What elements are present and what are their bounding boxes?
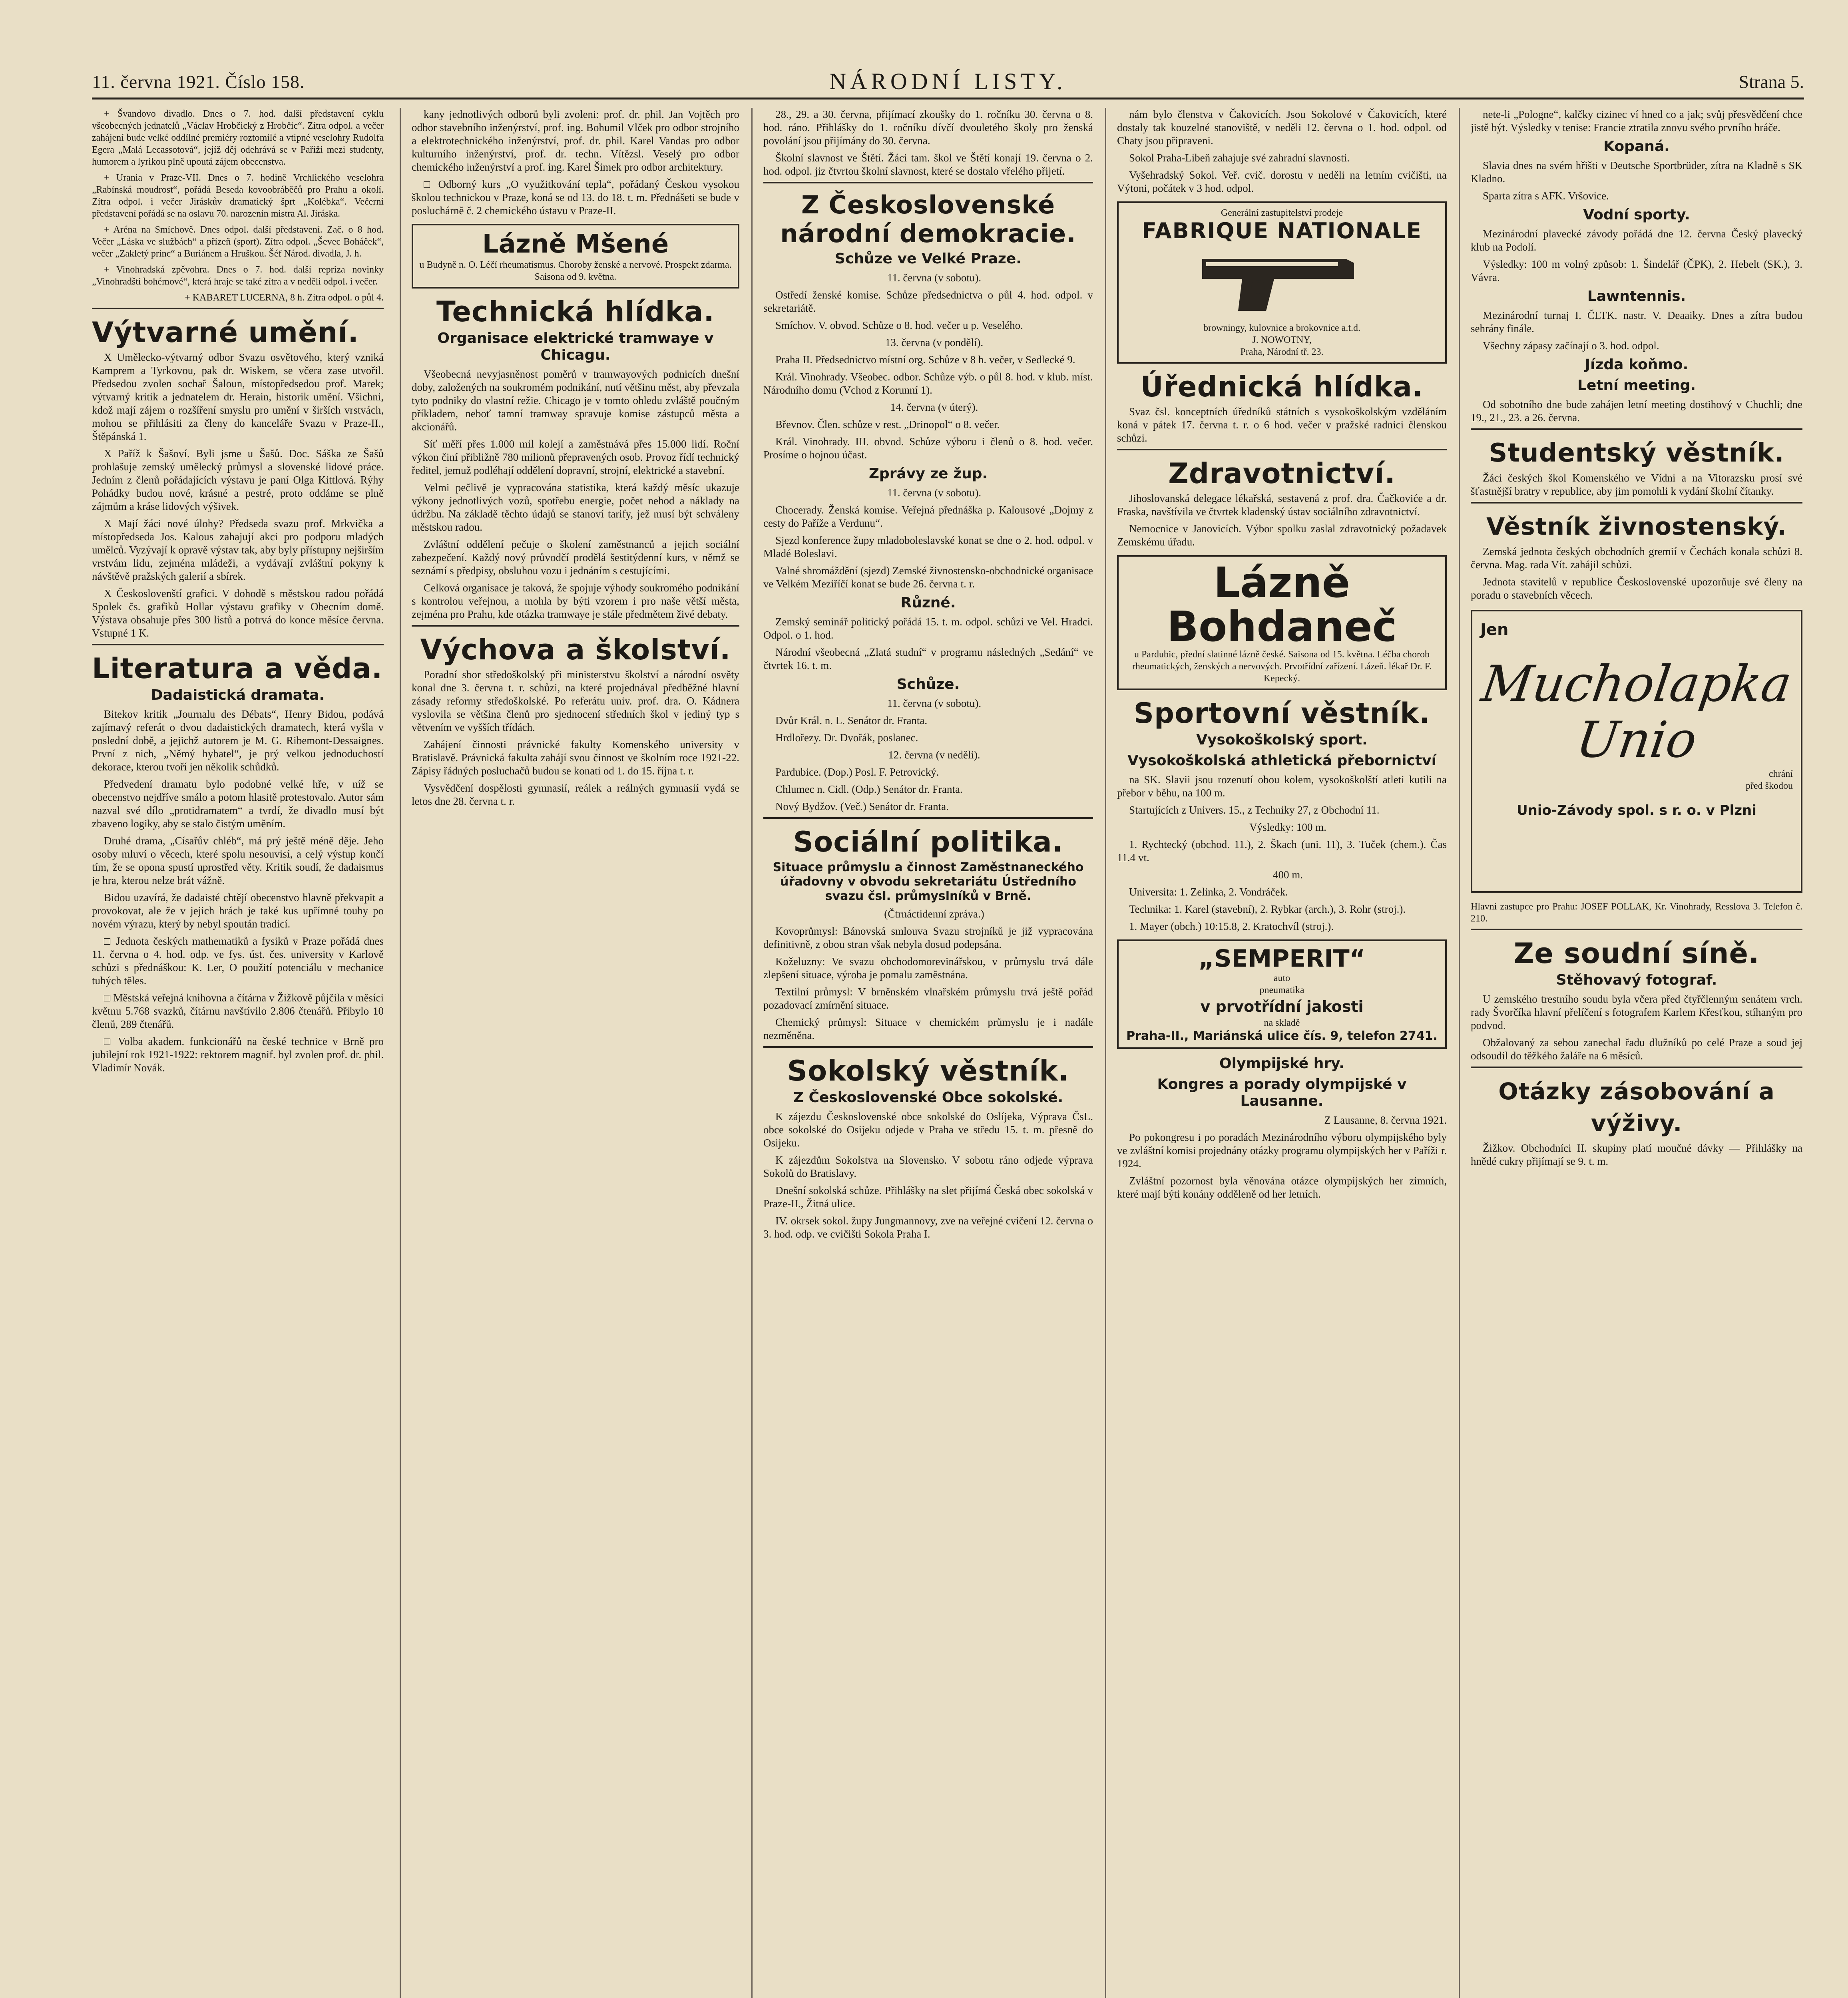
section-title-officials: Úřednická hlídka. bbox=[1140, 370, 1424, 403]
news-note: □ Jednota českých mathematiků a fysiků v Praze pořádá dnes 11. června o 4. hod. odp. ve fys. úst. čes. university v Karlově schůzi s přednáškou: K. Ler, O použití potenciálu v mechanice tuhých těles. bbox=[92, 935, 384, 987]
article-paragraph: Po pokongresu i po poradách Mezinárodního výboru olympijského byly ve zvláštní komisi projednány otázky programu olympijských her v Paříži r. 1924. bbox=[1117, 1131, 1447, 1170]
schedule-line: Valné shromáždění (sjezd) Zemské živnostensko-obchodnické organisace ve Velkém Meziříčí konat se bude 26. června t. r. bbox=[763, 565, 1093, 590]
article-paragraph: Zahájení činnosti právnické fakulty Komenského university v Bratislavě. Právnická fakulta zahájí svou činnost ve školním roce 1921-22. Zápisy řádných posluchačů budou se konati od 1. do 15. října t. r. bbox=[412, 738, 739, 777]
column-3 bbox=[763, 108, 1093, 1998]
theatre-notes bbox=[92, 108, 384, 304]
article-paragraph: Koželuzny: Ve svazu obchodomorevinářskou, v průmyslu trvá dále zlepšení situace, výroba je pomalu zaměstnána. bbox=[763, 955, 1093, 981]
article-subtitle: Jízda koňmo. bbox=[1585, 356, 1689, 373]
section-title-literature: Literatura a věda. bbox=[92, 652, 383, 685]
article-subtitle: Vodní sporty. bbox=[1583, 207, 1690, 223]
article-subtitle: Lawntennis. bbox=[1587, 288, 1686, 304]
article-paragraph: Obžalovaný za sebou zanechal řadu dlužníků po celé Praze a soud jej odsoudil do těžkého žaláře na 6 měsíců. bbox=[1471, 1037, 1802, 1062]
article-paragraph: K zájezdům Sokolstva na Slovensko. V sobotu ráno odjede výprava Sokolů do Bratislavy. bbox=[763, 1154, 1093, 1179]
advertisement-semperit bbox=[1117, 939, 1447, 1049]
section-title-sokol: Sokolský věstník. bbox=[787, 1055, 1069, 1087]
issue-date: 11. června 1921. Číslo 158. bbox=[92, 72, 305, 92]
schedule-line: 11. června (v sobotu). bbox=[887, 272, 982, 284]
article-paragraph: X Mají žáci nové úlohy? Předseda svazu prof. Mrkvička a místopředseda Jos. Kalous zahajují akci pro podporu mladých umělců. Vyzývají k opravě výstav tak, aby byly přístupny nejširším vrstvám lidu, zejména mládeži, a vydávají zvláštní pokyny k návštěvě pražských galerií a sbírek. bbox=[92, 517, 384, 582]
article-subtitle: Schůze ve Velké Praze. bbox=[835, 251, 1022, 267]
article-paragraph: Bitekov kritik „Journalu des Débats“, Henry Bidou, podává zajímavý referát o dvou dadaistických dramatech, která vyšla v poslední době, a jejichž autorem je M. G. Ribemont-Dessaignes. První z nich, „Němý hybatel“, je prý velkou jednoduchostí dekorace, kterou tvoří jen několik schůdků. bbox=[92, 708, 384, 773]
article-paragraph: Bidou uzavírá, že dadaisté chtějí obecenstvo hlavně překvapit a provokovat, ale že v jejich hrách je také kus upřímné touhy po novém výrazu, který by nebyl spoután tradicí. bbox=[92, 892, 384, 930]
schedule-line: Sjezd konference župy mladoboleslavské konat se dne o 2. hod. odpol. v Mladé Boleslavi. bbox=[763, 534, 1093, 559]
section-title-students: Studentský věstník. bbox=[1489, 438, 1784, 468]
article-paragraph: Všeobecná nevyjasněnost poměrů v tramwayových podnicích dnešní doby, založených na soukromém podnikání, nutí většinu měst, aby převzala tyto podniky do vlastní režie. Chicago je v tomto ohledu zvláště poučným příkladem, neboť tamní tramway spravuje komise zástupců města a akcionářů. bbox=[412, 368, 739, 433]
article-paragraph: Od sobotního dne bude zahájen letní meeting dostihový v Chuchli; dne 19., 21., 23. a 26. června. bbox=[1471, 398, 1802, 424]
advertisement-spa-bohdanec bbox=[1117, 555, 1447, 690]
column-1 bbox=[92, 108, 384, 1998]
schedule-line: Smíchov. V. obvod. Schůze o 8. hod. večer u p. Veselého. bbox=[775, 319, 1023, 331]
article-paragraph: X Umělecko-výtvarný odbor Svazu osvětového, který vzniká Kamprem a Tyrkovou, pak dr. Wiskem, se včera zase utvořil. Předsedou zvolen sochař Šaloun, místopředsedou prof. Marek; výtvarný kritik a jednatelem dr. Herain, historik umění. Všichni, kdož mají zájem o rozšíření smyslu pro umění v širších vrstvách, mohou se přihlásiti za členy do kanceláře Svazu v Praze-II., Štěpánská 1. bbox=[92, 351, 384, 442]
result-line: Universita: 1. Zelinka, 2. Vondráček. bbox=[1129, 886, 1288, 898]
schedule-line: Pardubice. (Dop.) Posl. F. Petrovický. bbox=[775, 766, 939, 778]
article-subtitle: Vysokoškolský sport. bbox=[1196, 732, 1368, 748]
schedule-line: 13. června (v pondělí). bbox=[885, 336, 984, 348]
ad-text: u Pardubic, přední slatinné lázně české. Saisona od 15. května. Léčba chorob rheumatických, ženských a nervových. Prvotřídní zařízení. Lázeň. lékař Dr. F. Kepecký. bbox=[1132, 649, 1432, 684]
article-paragraph: kany jednotlivých odborů byli zvoleni: prof. dr. phil. Jan Vojtěch pro odbor stavebního inženýrství, prof. ing. Bohumil Vlček pro odbor strojního a elektrotechnického inženýrství, prof. dr. phil. Karel Vandas pro odbor kulturního inženýrství, prof. dr. techn. Vítězsl. Veselý pro odbor chemického inženýrství a prof. ing. Karel Šimek pro odbor architektury. bbox=[412, 108, 739, 173]
article-subtitle: Schůze. bbox=[896, 676, 960, 693]
article-subtitle: Letní meeting. bbox=[1577, 377, 1696, 394]
article-paragraph: Zemská jednota českých obchodních gremií v Čechách konala schůzi 8. června. Mag. rada Vít. zahájil schůzi. bbox=[1471, 545, 1802, 571]
article-paragraph: Všechny zápasy začínají o 3. hod. odpol. bbox=[1483, 340, 1659, 352]
article-subtitle: Různé. bbox=[900, 595, 956, 611]
result-heading: Výsledky: 100 m. bbox=[1249, 821, 1326, 833]
article-paragraph: 28., 29. a 30. června, přijímací zkoušky do 1. ročníku 30. června o 8. hod. ráno. Přihlášky do 1. ročníku dívčí dvouletého školy pro ženská povolání jsou přijímány do 30. června. bbox=[763, 108, 1093, 147]
ad-line: chrání bbox=[1769, 769, 1793, 779]
article-paragraph: Chemický průmysl: Situace v chemickém průmyslu je i nadále nezměněna. bbox=[763, 1016, 1093, 1041]
result-line: Technika: 1. Karel (stavební), 2. Rybkar (arch.), 3. Rohr (stroj.). bbox=[1129, 903, 1406, 915]
article-subtitle: Kongres a porady olympijské v Lausanne. bbox=[1157, 1076, 1407, 1109]
article-paragraph: Síť měří přes 1.000 mil kolejí a zaměstnává přes 15.000 lidí. Roční výkon činí přibližně 780 milionů přepravených osob. Provoz řídí technický ředitel, jemuž podléhají oddělení dopravní, strojní, elektrické a stavební. bbox=[412, 438, 739, 476]
article-paragraph: Výsledky: 100 m volný způsob: 1. Šindelář (ČPK), 2. Hebelt (SK.), 3. Vávra. bbox=[1471, 258, 1802, 283]
article-paragraph: Celková organisace je taková, že spojuje výhody soukromého podnikání s kontrolou veřejnou, a mohla by býti vzorem i pro naše větší města, zejména pro Prahu, kde otázka tramwaye je stále předmětem živé debaty. bbox=[412, 582, 739, 620]
schedule-line: Praha II. Předsednictvo místní org. Schůze v 8 h. večer, v Sedlecké 9. bbox=[775, 354, 1075, 366]
schedule-line: Král. Vinohrady. III. obvod. Schůze výboru i členů o 8. hod. večer. Prosíme o hojnou účast. bbox=[763, 436, 1093, 461]
column-rule bbox=[400, 108, 401, 1998]
divider bbox=[92, 644, 384, 645]
section-title-supply: Otázky zásobování a výživy. bbox=[1498, 1078, 1775, 1137]
advertisement-fabrique-nationale bbox=[1117, 201, 1447, 364]
article-subtitle: Zprávy ze žup. bbox=[868, 466, 988, 482]
article-paragraph: Textilní průmysl: V brněnském vlnařském průmyslu trvá ještě pořád pozadovací zmírnění situace. bbox=[763, 986, 1093, 1011]
article-paragraph: Žáci českých škol Komenského ve Vídni a na Vitorazsku prosí své šťastnější bratry v republice, aby jim pomohli k vydání školní čítanky. bbox=[1471, 472, 1802, 497]
advertisement-unio bbox=[1471, 610, 1802, 893]
ad-line: na skladě bbox=[1264, 1018, 1300, 1028]
article-subtitle: Situace průmyslu a činnost Zaměstnaneckého úřadovny v obvodu sekretariátu Ústředního svazu čsl. průmyslníků v Brně. bbox=[773, 860, 1084, 903]
news-note: □ Městská veřejná knihovna a čítárna v Žižkově půjčila v měsíci květnu 5.768 svazků, čítárnu navštívilo 2.806 čtenářů. Přibylo 10 členů, 289 čtenářů. bbox=[92, 992, 384, 1030]
schedule-line: 12. června (v neděli). bbox=[888, 749, 980, 761]
schedule-line: 11. června (v sobotu). bbox=[887, 487, 982, 499]
ad-title: Lázně Mšené bbox=[482, 229, 669, 259]
ad-title: Mucholapka bbox=[1478, 655, 1795, 713]
schedule-line: Nový Bydžov. (Več.) Senátor dr. Franta. bbox=[775, 800, 949, 812]
ad-line: Praha, Národní tř. 23. bbox=[1240, 347, 1324, 357]
ad-title: „SEMPERIT“ bbox=[1198, 945, 1366, 973]
ad-title: Unio bbox=[1573, 711, 1701, 769]
theatre-note: + Švandovo divadlo. Dnes o 7. hod. další představení cyklu všeobecných jednatelů „Václav Hrobčický z Hrobčic“. Zítra odpol. a večer zahájení bude velké oddílné premiéry roztomilé a vtipné veselohry Rudolfa Egera „Malá Lecassotová“, jejíž děj odehrává se v Paříži mezi studenty, humorem a lyrikou plně upoutá zájem obecenstva. bbox=[92, 109, 384, 167]
article-paragraph: Jednota stavitelů v republice Československé upozorňuje své členy na poradu o stavebních věcech. bbox=[1471, 576, 1802, 601]
divider bbox=[412, 625, 739, 627]
ad-line: Jen bbox=[1480, 621, 1509, 639]
divider bbox=[763, 817, 1093, 819]
pistol-illustration bbox=[1194, 247, 1370, 315]
divider bbox=[1117, 449, 1447, 450]
article-subtitle: Z Československé Obce sokolské. bbox=[793, 1089, 1063, 1106]
ad-line: auto bbox=[1273, 973, 1290, 983]
article-paragraph: X Paříž k Šašoví. Byli jsme u Šašů. Doc. Sáška ze Šašů prohlašuje zemský umělecký průmysl a slovenské lidové práce. Jedním z členů pořádajících výstavu je paní Olga Kittlová. Rýhy Pohádky budou nové, krásné a pestré, proto oddáme se plně zájmům a kráse lidových výšivek. bbox=[92, 448, 384, 512]
article-paragraph: Zvláštní oddělení pečuje o školení zaměstnanců a jejich sociální zabezpečení. Každý nový průvodčí prodělá šestitýdenní kurs, v němž se seznámí s předpisy, obsluhou vozu i jednáním s cestujícími. bbox=[412, 538, 739, 577]
schedule-line: 14. června (v úterý). bbox=[890, 401, 978, 413]
ad-line: Unio-Závody spol. s r. o. v Plzni bbox=[1517, 802, 1756, 818]
section-title-party: Z Československé národní demokracie. bbox=[780, 190, 1076, 248]
news-note: □ Volba akadem. funkcionářů na české technice v Brně pro jubilejní rok 1921-1922: rektorem magnif. byl zvolen prof. dr. phil. Vladimír Novák. bbox=[92, 1035, 384, 1074]
divider bbox=[92, 308, 384, 309]
schedule-line: Zemský seminář politický pořádá 15. t. m. odpol. schůzi ve Vel. Hradci. Odpol. o 1. hod. bbox=[763, 616, 1093, 641]
page-number: Strana 5. bbox=[1738, 72, 1804, 92]
article-paragraph: Nemocnice v Janovicích. Výbor spolku zaslal zdravotnický požadavek Zemskému úřadu. bbox=[1117, 523, 1447, 548]
article-paragraph: K zájezdu Československé obce sokolské do Oslíjeka, Výprava ČsL. obce sokolské do Osijeku odjede v Praha ve středu 15. t. m. přesně do Osijeku. bbox=[763, 1110, 1093, 1149]
schedule-line: Břevnov. Člen. schůze v rest. „Drinopol“ o 8. večer. bbox=[775, 418, 1000, 430]
schedule-line: 11. června (v sobotu). bbox=[887, 697, 982, 709]
article-paragraph: Jihoslovanská delegace lékařská, sestavená z prof. dra. Čačkoviće a dr. Fraska, navštívila ve čtvrtek kladenský ústav sociálního zdravotnictví. bbox=[1117, 492, 1447, 517]
section-title-art: Výtvarné umění. bbox=[92, 316, 359, 349]
masthead: NÁRODNÍ LISTY. bbox=[829, 68, 1067, 94]
section-title-health: Zdravotnictví. bbox=[1168, 457, 1396, 490]
article-subtitle: Olympijské hry. bbox=[1219, 1055, 1344, 1072]
article-paragraph: Školní slavnost ve Štětí. Žáci tam. škol ve Štětí konají 19. června o 2. hod. odpol. jiz čtvrtou školní slavnost, které se dostalo vřelého přijetí. bbox=[763, 152, 1093, 177]
section-title-court: Ze soudní síně. bbox=[1513, 937, 1760, 970]
ad-text: u Budyně n. O. Léčí rheumatismus. Choroby ženské a nervové. Prospekt zdarma. Saisona od 9. května. bbox=[419, 260, 732, 282]
ad-line: J. NOWOTNY, bbox=[1252, 335, 1312, 345]
ad-line: browningy, kulovnice a brokovnice a.t.d. bbox=[1203, 323, 1360, 333]
divider bbox=[763, 1046, 1093, 1048]
column-rule bbox=[1459, 108, 1460, 1998]
column-2 bbox=[412, 108, 739, 1998]
article-paragraph: Druhé drama, „Císařův chléb“, má prý ještě méně děje. Jeho osoby mluví o věcech, které spolu nesouvisí, a celý výstup končí tím, že se opona spustí uprostřed věty. Kritik soudí, že dadaismus je hra, kterou nelze brát vážně. bbox=[92, 835, 384, 886]
section-title-trade: Věstník živnostenský. bbox=[1486, 513, 1787, 541]
result-line: 1. Rychtecký (obchod. 11.), 2. Škach (uni. 11), 3. Tuček (chem.). Čas 11.4 vt. bbox=[1117, 838, 1447, 864]
schedule-line: Ostředí ženské komise. Schůze předsednictva o půl 4. hod. odpol. v sekretariátě. bbox=[763, 289, 1093, 314]
advertisement-spa-msene bbox=[412, 224, 739, 289]
dateline: Z Lausanne, 8. června 1921. bbox=[1324, 1114, 1447, 1126]
ad-line: pneumatika bbox=[1259, 985, 1304, 995]
theatre-note: + Aréna na Smíchově. Dnes odpol. další představení. Zač. o 8 hod. Večer „Láska ve službách“ a přízeň (sport). Zítra odpol. „Ševec Boháček“, večer „Zakletý princ“ a Buriánem a Hruškou. Šéf Národ. divadla, J. h. bbox=[92, 225, 384, 259]
article-paragraph: Sokol Praha-Libeň zahajuje své zahradní slavnosti. bbox=[1129, 152, 1350, 164]
page-header bbox=[92, 68, 1804, 100]
section-title-technical: Technická hlídka. bbox=[436, 295, 715, 328]
article-paragraph: Poradní sbor středoškolský při ministerstvu školství a národní osvěty konal dne 3. června t. r. schůzi, na které projednával předběžné hlavní zásady reformy středoškolské. Po referátu univ. prof. dra. O. Kádnera vyslovila se většina členů pro sjednocení středních škol v jediný typ s větvením ve vyšších třídách. bbox=[412, 669, 739, 733]
article-paragraph: Zvláštní pozornost byla věnována otázce olympijských her zimních, které mají býti konány odděleně od her letních. bbox=[1117, 1175, 1447, 1200]
article-subtitle: Dadaistická dramata. bbox=[151, 687, 325, 703]
theatre-note: + Urania v Praze-VII. Dnes o 7. hodině Vrchlického veselohra „Rabínská moudrost“, pořádá Beseda kovoobráběčů pro Prahu a okolí. Zítra odpol. i večer Jiráskův dramatický šprt „Kolébka“. Večerní představení pořádá se na oslavu 70. narozenin mistra Al. Jiráska. bbox=[92, 173, 384, 219]
ad-line: v prvotřídní jakosti bbox=[1200, 998, 1364, 1015]
article-paragraph: (Čtrnáctidenní zpráva.) bbox=[884, 908, 984, 920]
divider bbox=[1471, 929, 1802, 930]
schedule-line: Národní všeobecná „Zlatá studní“ v programu následných „Sedání“ ve čtvrtek 16. t. m. bbox=[763, 646, 1093, 671]
article-paragraph: IV. okrsek sokol. župy Jungmannovy, zve na veřejné cvičení 12. června o 3. hod. odp. ve cvičišti Sokola Praha I. bbox=[763, 1215, 1093, 1240]
section-title-education: Výchova a školství. bbox=[420, 633, 731, 666]
schedule-line: Král. Vinohrady. Všeobec. odbor. Schůze výb. o půl 8. hod. v klub. míst. Národního domu (Vchod z Korunní 1). bbox=[763, 371, 1093, 396]
article-paragraph: U zemského trestního soudu byla včera před čtyřčlenným senátem vrch. rady Švorčíka hlavní přelíčení s fotografem Karlem Křesťkou, stíhaným pro podvod. bbox=[1471, 993, 1802, 1031]
section-title-sport: Sportovní věstník. bbox=[1133, 697, 1430, 730]
result-line: 1. Mayer (obch.) 10:15.8, 2. Kratochvíl (stroj.). bbox=[1129, 920, 1334, 932]
divider bbox=[763, 182, 1093, 183]
theatre-note: + KABARET LUCERNA, 8 h. Zítra odpol. o půl 4. bbox=[185, 293, 384, 303]
article-paragraph: na SK. Slavii jsou rozenutí obou kolem, vysokoškolští atleti kutili na přebor v běhu, na 100 m. bbox=[1117, 774, 1447, 799]
article-paragraph: Mezinárodní plavecké závody pořádá dne 12. června Český plavecký klub na Podolí. bbox=[1471, 228, 1802, 253]
divider bbox=[1471, 502, 1802, 503]
column-rule bbox=[1105, 108, 1106, 1998]
column-4 bbox=[1117, 108, 1447, 1998]
ad-footnote: Hlavní zastupce pro Prahu: JOSEF POLLAK, Kr. Vinohrady, Resslova 3. Telefon č. 210. bbox=[1471, 901, 1802, 924]
article-paragraph: Vyšehradský Sokol. Veř. cvič. dorostu v neděli na letním cvičišti, na Výtoni, počátek v 3 hod. odpol. bbox=[1117, 169, 1447, 194]
column-rule bbox=[751, 108, 753, 1998]
article-subtitle: Kopaná. bbox=[1603, 138, 1670, 155]
article-paragraph: Dnešní sokolská schůze. Přihlášky na slet přijímá Česká obec sokolská v Praze-II., Žitná ulice. bbox=[763, 1184, 1093, 1210]
article-paragraph: Startujících z Univers. 15., z Techniky 27, z Obchodní 11. bbox=[1129, 804, 1380, 816]
ad-line: před škodou bbox=[1746, 781, 1793, 791]
article-paragraph: Žižkov. Obchodníci II. skupiny platí moučné dávky — Přihlášky na hnědé cukry přijímají se 9. t. m. bbox=[1471, 1142, 1802, 1167]
article-paragraph: Slavia dnes na svém hřišti v Deutsche Sportbrüder, zítra na Kladně s SK Kladno. bbox=[1471, 159, 1802, 185]
ad-line: Praha-II., Mariánská ulice čís. 9, telefon 2741. bbox=[1126, 1029, 1438, 1043]
schedule-line: Chlumec n. Cidl. (Odp.) Senátor dr. Franta. bbox=[775, 783, 963, 795]
theatre-note: + Vinohradská zpěvohra. Dnes o 7. hod. další repriza novinky „Vinohradští bohémové“, která hraje se také zítra a v neděli odpol. i večer. bbox=[92, 265, 384, 287]
article-paragraph: □ Odborný kurs „O využitkování tepla“, pořádaný Českou vysokou školou technickou v Praze, koná se od 13. do 18. t. m. Přednášeti se bude v posluchárně č. 2 chemického ústavu v Praze-II. bbox=[412, 178, 739, 217]
schedule-line: Dvůr Král. n. L. Senátor dr. Franta. bbox=[775, 714, 928, 726]
section-title-social: Sociální politika. bbox=[793, 826, 1063, 858]
schedule-line: Hrdlořezy. Dr. Dvořák, poslanec. bbox=[775, 732, 918, 744]
schedule-line: Chocerady. Ženská komise. Veřejná přednáška p. Kalousové „Dojmy z cesty do Paříže a Verdunu“. bbox=[763, 504, 1093, 529]
article-paragraph: Sparta zítra s AFK. Vršovice. bbox=[1483, 190, 1609, 202]
article-subtitle: Vysokoškolská athletická přebornictví bbox=[1127, 752, 1436, 769]
article-paragraph: Velmi pečlivě je vypracována statistika, která každý měsíc ukazuje výkony jednotlivých vozů, spotřebu energie, počet nehod a náklady na údržbu. Na základě těchto údajů se stanoví tarify, jež musí být schváleny městskou radou. bbox=[412, 482, 739, 533]
divider bbox=[1471, 428, 1802, 430]
ad-title: Lázně Bohdaneč bbox=[1167, 558, 1397, 651]
article-paragraph: Mezinárodní turnaj I. ČLTK. nastr. V. Deaaiky. Dnes a zítra budou sehrány finále. bbox=[1471, 309, 1802, 334]
article-paragraph: Předvedení dramatu bylo podobné velké hře, v níž se obecenstvo nejdříve smálo a potom hlasitě protestovalo. Autor sám nazval své dílo „protidramatem“ a tvrdí, že divadlo musí být zbaveno logiky, aby se stalo čistým uměním. bbox=[92, 778, 384, 830]
article-paragraph: Kovoprůmysl: Bánovská smlouva Svazu strojníků je již vypracována definitivně, z obou stran však nebyla dosud podepsána. bbox=[763, 925, 1093, 950]
result-heading: 400 m. bbox=[1272, 869, 1303, 881]
divider bbox=[1471, 1067, 1802, 1068]
article-subtitle: Stěhovavý fotograf. bbox=[1556, 972, 1717, 988]
article-paragraph: nete-li „Pologne“, kalčky cizinec ví hned co a jak; svůj přesvědčení chce jistě být. Výsledky v tenise: Francie ztratila znovu svého prvního hráče. bbox=[1471, 108, 1802, 133]
ad-title: FABRIQUE NATIONALE bbox=[1142, 218, 1422, 243]
ad-line: Generální zastupitelství prodeje bbox=[1221, 208, 1343, 218]
article-paragraph: nám bylo členstva v Čakovicích. Jsou Sokolové v Čakovicích, které dostaly tak kouzelné stanoviště, v neděli 12. června o 1. hod. odpol. od Chaty jsou připraveni. bbox=[1117, 108, 1447, 147]
column-5 bbox=[1471, 108, 1802, 1998]
article-subtitle: Organisace elektrické tramwaye v Chicagu. bbox=[437, 330, 714, 363]
article-paragraph: X Českoslovenští grafici. V dohodě s městskou radou pořádá Spolek čs. grafiků Hollar výstavu grafiky v Obecním domě. Výstava obsahuje přes 300 listů a potrvá do konce měsíce června. Vstupné 1 K. bbox=[92, 587, 384, 639]
article-paragraph: Vysvědčení dospělosti gymnasií, reálek a reálných gymnasií vydá se letos dne 28. června t. r. bbox=[412, 782, 739, 807]
article-paragraph: Svaz čsl. konceptních úředníků státních s vysokoškolským vzděláním koná v pátek 17. června t. r. o 6 hod. večer v pražské radnici členskou schůzi. bbox=[1117, 406, 1447, 444]
